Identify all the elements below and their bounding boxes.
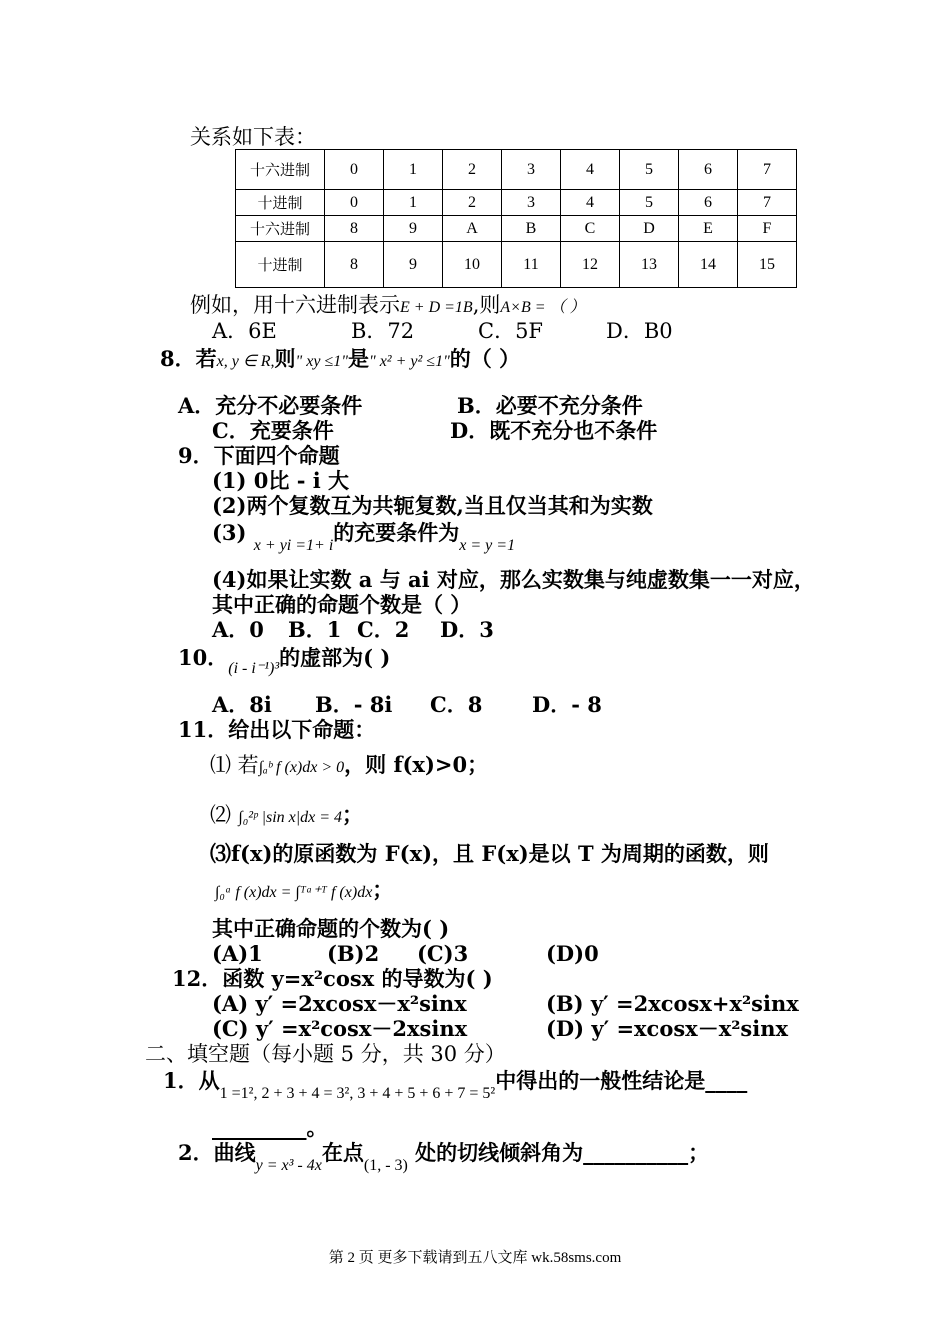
hex-table-row (236, 190, 797, 216)
hex-table-cell: 13 (620, 242, 679, 288)
hex-table-cell: 1 (384, 150, 443, 190)
q7-option-d: D．B0 (606, 319, 673, 343)
hex-table-cell: 9 (384, 242, 443, 288)
q8-option-d: D．既不充分也不条件 (450, 418, 658, 443)
q11-option-b: (B)2 (327, 941, 380, 966)
q9-option-b: B．1 (288, 617, 342, 642)
q7-ask: A×B = （ ） (500, 299, 586, 316)
q11-stem: 11．给出以下命题： (178, 717, 376, 742)
q10-option-b: B．- 8i (315, 692, 393, 717)
q7-option-b: B．72 (351, 319, 415, 343)
hex-table-cell: 12 (561, 242, 620, 288)
q9-statement-4: (4)如果让实数 a 与 ai 对应，那么实数集与纯虚数集一一对应， (212, 567, 815, 592)
section-2-title: 二、填空题（每小题 5 分，共 30 分） (145, 1042, 506, 1066)
q12-option-d: (D) y′ =xcosx－x²sinx (546, 1016, 789, 1041)
q12-option-b: (B) y′ =2xcosx+x²sinx (546, 991, 799, 1016)
hex-table-cell: 4 (561, 150, 620, 190)
q11-option-a: (A)1 (212, 941, 263, 966)
q11-option-d: (D)0 (546, 941, 599, 966)
q7-formula: E + D =1B (400, 299, 473, 316)
q9-option-d: D．3 (440, 617, 494, 642)
q9-statement-1: (1) 0比 - i 大 (212, 468, 350, 493)
q11-statement-3: ⑶f(x)的原函数为 F(x)，且 F(x)是以 T 为周期的函数，则 (210, 841, 769, 866)
hex-table-cell: 3 (502, 190, 561, 216)
q11-statement-3-formula: ∫₀ᵃ f (x)dx = ∫ᵀᵃ⁺ᵀ f (x)dx； (215, 877, 394, 902)
hex-table-cell: E (679, 216, 738, 242)
hex-table-row-header: 十进制 (236, 190, 325, 216)
fill-1: 1．从$_{1 =1^2, 2 + 3 + 4 = 3^2, 3 + 4 + 5 + 6 + 7 = 5^2}$中得出的一般性结论是____ (163, 1068, 748, 1102)
hex-table-cell: 7 (738, 190, 797, 216)
hex-table-cell: 6 (679, 150, 738, 190)
hex-table-row (236, 216, 797, 242)
hex-table-row-header: 十六进制 (236, 216, 325, 242)
hex-table-cell: 5 (620, 190, 679, 216)
fill-1-blank: _________。 (212, 1115, 328, 1140)
q7-example: 例如，用十六进制表示E + D =1B,则A×B = （ ） (190, 293, 586, 317)
intro-text: 关系如下表： (190, 125, 316, 149)
hex-table-row-header: 十进制 (236, 242, 325, 288)
q8-stem: 8．若x, y ∈ R,则" xy ≤1"是" x² + y² ≤1"的（ ） (160, 346, 521, 371)
hex-table-cell: C (561, 216, 620, 242)
q9-option-c: C．2 (357, 617, 410, 642)
q10-stem: 10．$_{(i - i^{-1})^3}$的虚部为( ) (178, 645, 391, 677)
hex-table-row (236, 150, 797, 190)
hex-table (235, 149, 797, 288)
hex-table-cell: 6 (679, 190, 738, 216)
q10-option-a: A．8i (212, 692, 272, 717)
hex-table-cell: 2 (443, 190, 502, 216)
hex-table-cell: 1 (384, 190, 443, 216)
fill-2: 2．曲线$_{y = x^3 - 4x}$在点$_{(1, - 3)}$ 处的切线倾斜角为__________； (178, 1140, 710, 1174)
q10-option-c: C．8 (430, 692, 483, 717)
hex-table-cell: 5 (620, 150, 679, 190)
hex-table-cell: 8 (325, 242, 384, 288)
hex-table-cell: 10 (443, 242, 502, 288)
hex-table-row (236, 242, 797, 288)
hex-table-cell: 14 (679, 242, 738, 288)
hex-table-cell: 7 (738, 150, 797, 190)
q11-statement-2: ⑵ ∫₀²ᵖ |sin x|dx = 4； (210, 802, 364, 827)
q8-option-b: B．必要不充分条件 (457, 393, 643, 418)
page-footer: 第 2 页 更多下载请到五八文库 wk.58sms.com (328, 1250, 622, 1266)
hex-table-cell: 15 (738, 242, 797, 288)
hex-table-cell: 4 (561, 190, 620, 216)
q9-statement-2: (2)两个复数互为共轭复数,当且仅当其和为实数 (212, 493, 653, 518)
q7-option-c: C．5F (478, 319, 543, 343)
q9-ask: 其中正确的命题个数是（ ） (212, 592, 472, 617)
q10-option-d: D．- 8 (532, 692, 602, 717)
hex-table-cell: 2 (443, 150, 502, 190)
hex-table-cell: B (502, 216, 561, 242)
q9-statement-3: (3) $_{x + yi =1+ i}$的充要条件为$_{x = y =1}$ (212, 520, 516, 554)
hex-table-cell: 0 (325, 190, 384, 216)
hex-table-cell: D (620, 216, 679, 242)
hex-table-row-header: 十六进制 (236, 150, 325, 190)
hex-table-cell: 3 (502, 150, 561, 190)
q8-option-c: C．充要条件 (212, 418, 334, 443)
hex-table-cell: 0 (325, 150, 384, 190)
q12-option-a: (A) y′ =2xcosx－x²sinx (212, 991, 467, 1016)
q12-option-c: (C) y′ =x²cosx－2xsinx (212, 1016, 468, 1041)
q7-option-a: A．6E (212, 319, 277, 343)
q11-statement-1: ⑴ 若∫ₐᵇ f (x)dx > 0，则 f(x)>0； (210, 752, 489, 777)
hex-table-cell: 11 (502, 242, 561, 288)
hex-table-cell: F (738, 216, 797, 242)
q11-option-c: (C)3 (417, 941, 469, 966)
hex-table-cell: 8 (325, 216, 384, 242)
q12-stem: 12．函数 y=x²cosx 的导数为( ) (172, 966, 493, 991)
q11-ask: 其中正确命题的个数为( ) (212, 916, 450, 941)
hex-table-cell: 9 (384, 216, 443, 242)
hex-table-cell: A (443, 216, 502, 242)
q8-option-a: A．充分不必要条件 (178, 393, 363, 418)
q9-stem: 9．下面四个命题 (178, 443, 340, 468)
q9-option-a: A．0 (212, 617, 264, 642)
